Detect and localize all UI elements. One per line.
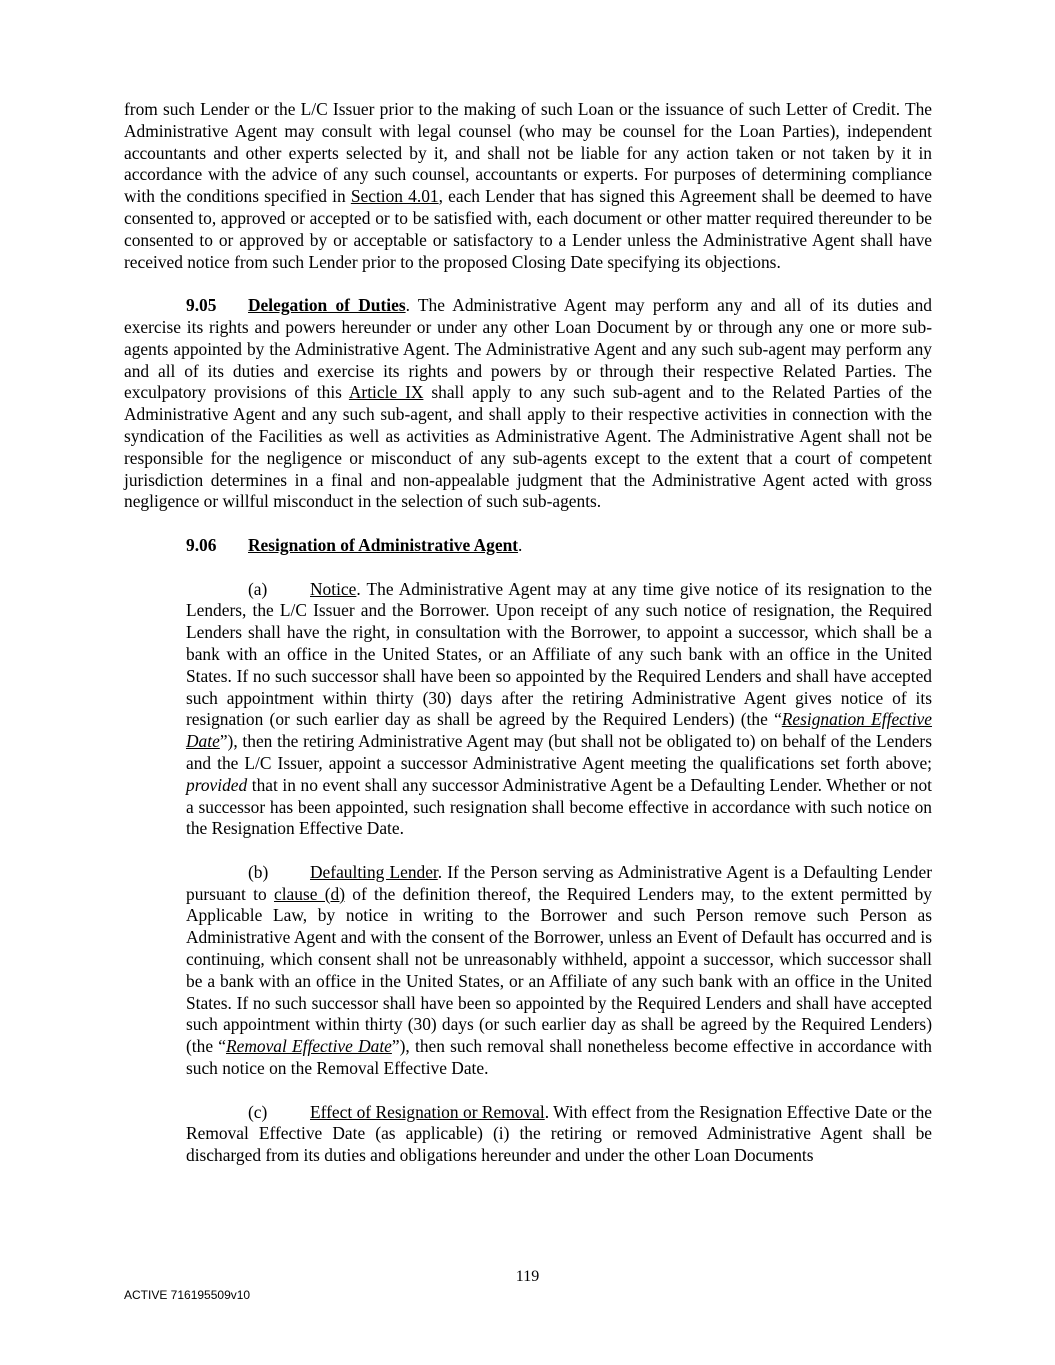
clause-d-reference: clause (d) [273, 883, 345, 904]
paragraph-text: shall apply to any such sub-agent and to the Related Parties of the Administrative Agent and any such sub-agent, and shall apply to their respective activities in connection with the syndication of the Facilities as well as activities as Administrative Agent. The Administrative Agent shall not be responsible for the negligence or misconduct of any sub-agents except to the extent that a court of competent jurisdiction determines in a final and non-appealable judgment that the Administrative Agent acted with gross negligence or willful misconduct in the selection of such sub-agents. [124, 382, 933, 512]
document-id: ACTIVE 716195509v10 [124, 1288, 251, 1302]
defined-term: Removal Effective Date [225, 1036, 392, 1057]
subsection-label: (a) [248, 578, 268, 599]
subsection-c [186, 1102, 932, 1167]
defined-term: Resignation Effective Date [186, 709, 932, 752]
section-heading: Resignation of Administrative Agent [248, 534, 519, 555]
paragraph-text: that in no event shall any successor Administrative Agent be a Defaulting Lender. Whether or not a successor has been appointed, such resignation shall become effective in accordance with such notice on the Resignation Effective Date. [186, 774, 932, 839]
section-9-06 [124, 535, 932, 557]
paragraph-text: ”), then the retiring Administrative Agent may (but shall not be obligated to) on behalf of the Lenders and the L/C Issuer, appoint a successor Administrative Agent meeting the qualifications set forth above; [186, 731, 932, 773]
provided-term: provided [186, 774, 248, 795]
subsection-label: (b) [248, 861, 269, 882]
paragraph-text: . The Administrative Agent may at any time give notice of its resignation to the Lenders, the L/C Issuer and the Borrower. Upon receipt of any such notice of resignation, the Required Lenders shall have the right, in consultation with the Borrower, to appoint a successor, which shall be a bank with an office in the United States, or an Affiliate of any such bank with an office in the United States. If no such successor shall have been so appointed by the Required Lenders and shall have accepted such appointment within thirty (30) days after the retiring Administrative Agent gives notice of its resignation (or such earlier day as shall be agreed by the Required Lenders) (the “ [186, 578, 932, 730]
paragraph-continuation [124, 99, 932, 273]
paragraph-text: from such Lender or the L/C Issuer prior to the making of such Loan or the issuance of such Letter of Credit. The Administrative Agent may consult with legal counsel (who may be counsel for the Loan Parties), independent accountants and other experts selected by it, and shall not be liable for any action taken or not taken by it in accordance with the advice of any such counsel, accountants or experts. For purposes of determining compliance with the conditions specified in [124, 99, 932, 207]
paragraph-text: . If the Person serving as Administrative Agent is a Defaulting Lender pursuant to [186, 861, 933, 904]
article-ix-reference: Article IX [348, 382, 424, 403]
paragraph-text: . [518, 534, 523, 555]
subsection-heading: Effect of Resignation or Removal [310, 1101, 545, 1122]
section-number: 9.05 [186, 295, 217, 316]
subsection-heading: Notice [310, 578, 357, 599]
paragraph-text: . The Administrative Agent may perform any and all of its duties and exercise its rights and powers hereunder or under any other Loan Document by or through any one or more sub-agents appointed by the Administrative Agent. The Administrative Agent and any such sub-agent may perform any and all of its duties and exercise its rights and powers by or through their respective Related Parties. The exculpatory provisions of this [124, 295, 932, 403]
section-4-01-reference: Section 4.01 [350, 186, 439, 207]
document-body [124, 99, 932, 1167]
section-9-05 [124, 295, 932, 513]
subsection-heading: Defaulting Lender [310, 861, 438, 882]
section-heading: Delegation of Duties [248, 295, 406, 316]
paragraph-text: ”), then such removal shall nonetheless become effective in accordance with such notice on the Removal Effective Date. [186, 1036, 932, 1079]
subsection-label: (c) [248, 1101, 268, 1122]
page-number: 119 [515, 1268, 540, 1285]
subsection-a [186, 579, 932, 841]
paragraph-text: of the definition thereof, the Required Lenders may, to the extent permitted by Applicable Law, by notice in writing to the Borrower and such Person remove such Person as Administrative Agent and with the consent of the Borrower, unless an Event of Default has occurred and is continuing, which consent shall not be unreasonably withheld, appoint a successor, which successor shall be a bank with an office in the United States, or an Affiliate of any such bank with an office in the United States. If no such successor shall have been so appointed by the Required Lenders and shall have accepted such appointment within thirty (30) days (or such earlier day as shall be agreed by the Required Lenders) (the “ [186, 883, 933, 1057]
paragraph-text: . With effect from the Resignation Effective Date or the Removal Effective Date (as applicable) (i) the retiring or removed Administrative Agent shall be discharged from its duties and obligations hereunder and under the other Loan Documents [186, 1101, 932, 1166]
section-number: 9.06 [186, 534, 217, 555]
paragraph-text: , each Lender that has signed this Agreement shall be deemed to have consented to, approved or accepted or to be satisfied with, each document or other matter required thereunder to be consented to or approved by or acceptable or satisfactory to a Lender unless the Administrative Agent shall have received notice from such Lender prior to the proposed Closing Date specifying its objections. [124, 186, 932, 272]
subsection-b [186, 862, 932, 1080]
